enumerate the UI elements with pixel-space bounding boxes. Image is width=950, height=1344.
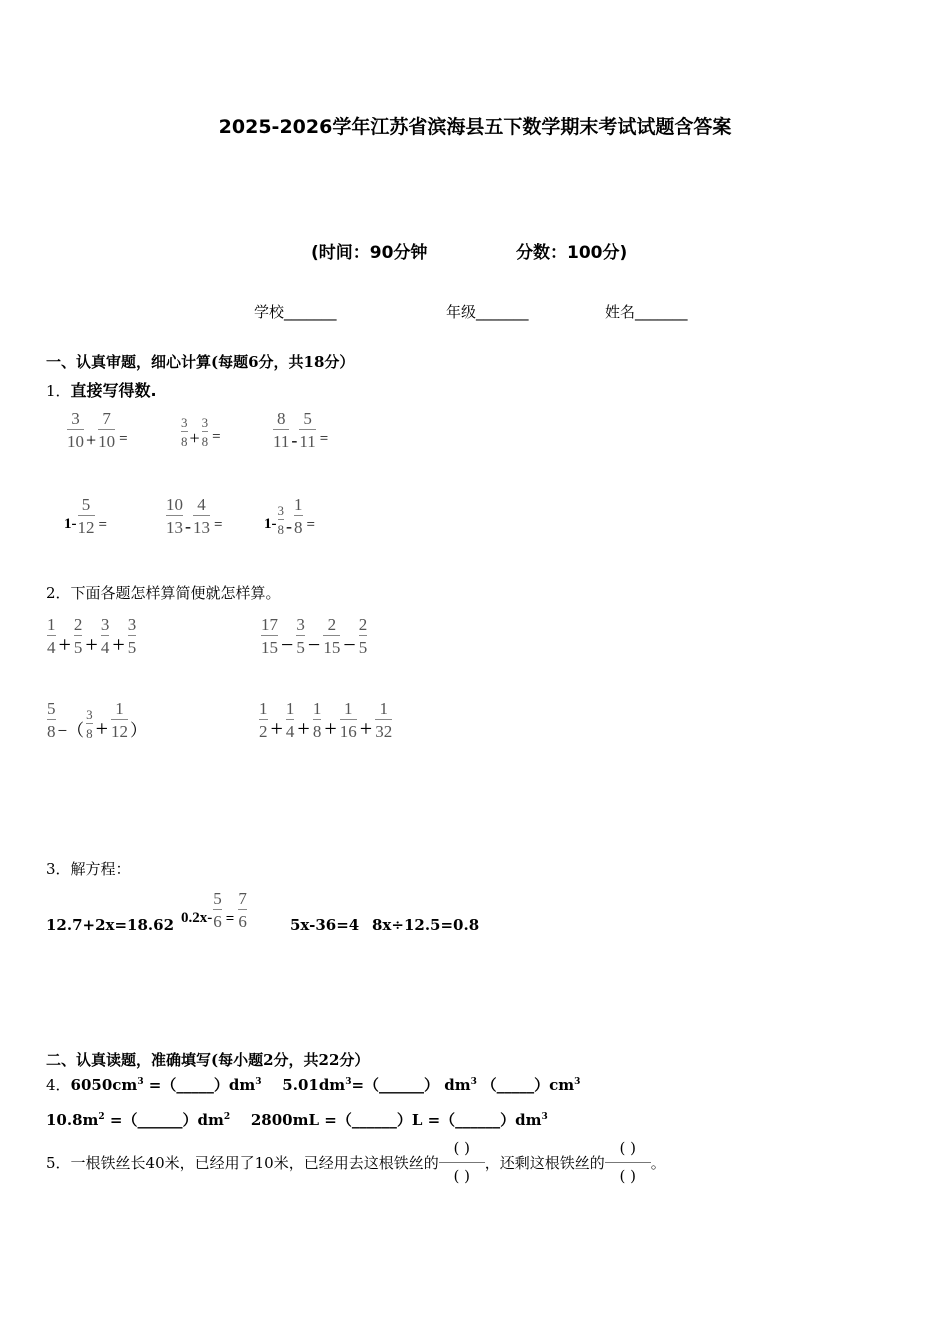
fraction: $\frac{3}{10}$ xyxy=(67,409,84,451)
operator: + xyxy=(112,632,125,657)
fraction: $\frac{7}{6}$ xyxy=(238,889,247,931)
equals: = xyxy=(119,431,128,447)
operator: + xyxy=(85,632,98,657)
operator: −（ xyxy=(57,721,85,740)
operator: − xyxy=(343,632,356,657)
operator: - xyxy=(286,516,292,536)
q2-expr-2 xyxy=(260,616,368,656)
q4-item-b-blank: =（______） dm xyxy=(351,1076,471,1094)
fraction: $\frac{2}{5}$ xyxy=(73,615,83,657)
unit-exponent: 3 xyxy=(541,1112,548,1122)
fraction: $\frac{2}{5}$ xyxy=(358,615,368,657)
unit-exponent: 2 xyxy=(98,1112,105,1122)
q1-text: 直接写得数. xyxy=(70,381,157,400)
fraction: $\frac{1}{8}$ xyxy=(312,699,322,741)
q2-text: 下面各题怎样算简便就怎样算。 xyxy=(70,584,281,602)
q5-number: 5． xyxy=(46,1154,71,1172)
unit-exponent: 3 xyxy=(137,1077,144,1087)
operator: + xyxy=(58,632,71,657)
fraction: $\frac{1}{4}$ xyxy=(285,699,295,741)
fraction: $\frac{1}{32}$ xyxy=(375,699,393,741)
fraction: $\frac{17}{15}$ xyxy=(261,615,278,657)
operator: + xyxy=(270,716,283,741)
equals: = xyxy=(319,431,329,447)
operator: - xyxy=(185,516,191,536)
fraction: $\frac{3}{4}$ xyxy=(100,615,110,657)
q4-item-c-blank: =（______）dm xyxy=(104,1111,224,1129)
school-field: 学校_______ xyxy=(254,303,337,321)
answer-fraction-blank[interactable] xyxy=(439,1141,485,1184)
fraction: $\frac{10}{13}$ xyxy=(166,495,183,537)
unit-exponent: 3 xyxy=(574,1077,581,1087)
exam-score: 分数：100分) xyxy=(516,243,628,263)
q3-text: 解方程： xyxy=(70,860,131,878)
unit-exponent: 2 xyxy=(223,1112,231,1122)
fraction: $\frac{4}{13}$ xyxy=(193,495,210,537)
fraction: $\frac{7}{10}$ xyxy=(98,409,116,451)
fraction: $\frac{3}{8}$ xyxy=(86,707,93,741)
fraction: $\frac{5}{6}$ xyxy=(213,889,222,931)
q2-title xyxy=(46,582,281,603)
q3-equation-3: 5x-36=4 xyxy=(290,916,360,934)
fraction: $\frac{1}{4}$ xyxy=(47,615,56,657)
q4-line-2 xyxy=(46,1109,548,1130)
q2-expr-1 xyxy=(46,616,137,656)
q3-equation-1: 12.7+2x=18.62 xyxy=(46,916,175,934)
operator: + xyxy=(297,716,310,741)
q3-equation-4: 8x÷12.5=0.8 xyxy=(372,916,480,934)
blank-denominator: ( ) xyxy=(605,1162,651,1184)
q4-item-a: 6050cm xyxy=(70,1076,138,1094)
fraction: $\frac{3}{5}$ xyxy=(127,615,137,657)
equation-prefix: 0.2x- xyxy=(181,910,213,926)
q4-item-d: 2800mL =（______）L =（______）dm xyxy=(250,1111,542,1129)
equals: = xyxy=(212,429,221,445)
operator: + xyxy=(95,716,109,741)
q4-item-a-blank: =（_____）dm xyxy=(143,1076,256,1094)
operator: - xyxy=(291,430,298,450)
q1-title xyxy=(46,378,157,401)
q4-item-b: 5.01dm xyxy=(282,1076,346,1094)
fraction: $\frac{2}{15}$ xyxy=(323,615,341,657)
q1-expr-4 xyxy=(64,496,107,536)
operator: + xyxy=(86,430,97,450)
fraction: $\frac{3}{5}$ xyxy=(296,615,305,657)
q2-expr-3 xyxy=(46,700,148,740)
unit-exponent: 3 xyxy=(470,1077,477,1087)
q1-expr-1 xyxy=(66,410,128,450)
minuend-one: 1- xyxy=(64,516,77,532)
equals: = xyxy=(98,517,107,533)
answer-fraction-blank[interactable] xyxy=(605,1141,651,1184)
q5-text-a: 一根铁丝长40米，已经用了10米，已经用去这根铁丝的 xyxy=(70,1154,439,1172)
q1-expr-5 xyxy=(165,496,222,536)
minuend-one: 1- xyxy=(264,516,277,532)
q2-expr-4 xyxy=(258,700,393,740)
equals: = xyxy=(225,911,235,927)
fraction: $\frac{1}{12}$ xyxy=(111,699,129,741)
exam-time: (时间：90分钟 xyxy=(311,243,428,263)
page-title: 2025-2026学年江苏省滨海县五下数学期末考试试题含答案 xyxy=(218,116,732,138)
fraction: $\frac{8}{11}$ xyxy=(273,409,290,451)
equals: = xyxy=(306,517,315,533)
q1-expr-2 xyxy=(180,416,221,448)
q1-number: 1． xyxy=(46,382,71,400)
fraction: $\frac{1}{2}$ xyxy=(259,699,268,741)
fraction: $\frac{1}{16}$ xyxy=(339,699,357,741)
q3-title xyxy=(46,858,131,879)
unit-exponent: 3 xyxy=(255,1077,262,1087)
fraction: $\frac{3}{8}$ xyxy=(201,415,209,449)
operator: + xyxy=(324,716,337,741)
q1-expr-6 xyxy=(264,496,315,536)
q4-number: 4． xyxy=(46,1076,71,1094)
section1-heading: 一、认真审题，细心计算(每题6分，共18分） xyxy=(46,353,355,371)
q4-item-c: 10.8m xyxy=(46,1111,99,1129)
fraction: $\frac{5}{8}$ xyxy=(47,699,56,741)
fraction: $\frac{5}{12}$ xyxy=(77,495,95,537)
fraction: $\frac{3}{8}$ xyxy=(181,415,188,449)
q3-equation-2 xyxy=(181,890,248,930)
operator: − xyxy=(307,632,321,657)
operator: + xyxy=(189,428,200,448)
fraction: $\frac{5}{11}$ xyxy=(299,409,316,451)
q3-number: 3． xyxy=(46,860,71,878)
q1-expr-3 xyxy=(272,410,328,450)
operator: − xyxy=(281,632,294,657)
q5-text-c: 。 xyxy=(650,1154,666,1172)
q4-line-1 xyxy=(46,1074,580,1095)
q4-item-b-blank-2: （_____）cm xyxy=(481,1076,575,1094)
blank-numerator: ( ) xyxy=(453,1139,470,1157)
grade-field: 年级_______ xyxy=(446,303,529,321)
fraction: $\frac{3}{8}$ xyxy=(277,503,284,537)
operator: + xyxy=(359,716,373,741)
q5-text-b: ，还剩这根铁丝的 xyxy=(484,1154,605,1172)
section2-heading: 二、认真读题，准确填写(每小题2分，共22分） xyxy=(46,1051,370,1069)
blank-numerator: ( ) xyxy=(619,1139,636,1157)
q5-line xyxy=(46,1141,666,1184)
name-field: 姓名_______ xyxy=(605,303,688,321)
fraction: $\frac{1}{8}$ xyxy=(294,495,303,537)
unit-exponent: 3 xyxy=(345,1077,352,1087)
close-paren: ） xyxy=(130,721,148,740)
q2-number: 2． xyxy=(46,584,71,602)
equals: = xyxy=(214,517,223,533)
blank-denominator: ( ) xyxy=(439,1162,485,1184)
